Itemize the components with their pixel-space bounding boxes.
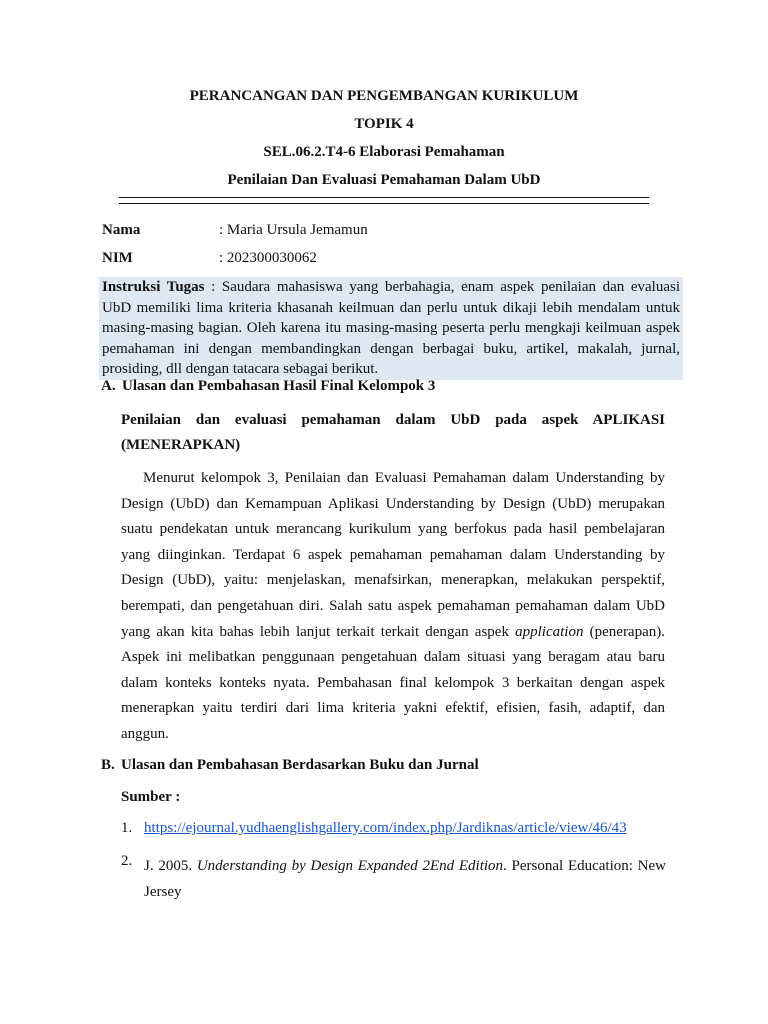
doc-subtitle: Penilaian Dan Evaluasi Pemahaman Dalam UbD [227,172,541,188]
citation-publisher: . Personal Education: New Jersey [144,858,666,900]
header-divider-top [119,197,649,198]
section-a-subheading: Penilaian dan evaluasi pemahaman dalam UbD pada aspek APLIKASI (MENERAPKAN) [121,412,665,453]
doc-title: PERANCANGAN DAN PENGEMBANGAN KURIKULUM [189,88,579,104]
header-divider-bottom [119,203,649,204]
paragraph-text-end: (penerapan). Aspek ini melibatkan penggunaan pengetahuan dalam situasi yang beragam atau baru dalam konteks konteks nyata. Pembahasan final kelompok 3 berkaitan dengan aspek menerapkan yaitu terdiri dari lima kriteria yakni efektif, efisien, fasih, adaptif, dan anggun. [121,623,665,742]
source-1-link[interactable]: https://ejournal.yudhaenglishgallery.com/index.php/Jardiknas/article/view/46/43 [144,820,627,836]
topic-number: TOPIK 4 [354,116,414,132]
section-a-letter: A. [101,378,116,394]
nim-value: : 202300030062 [219,250,317,266]
section-b-letter: B. [101,757,115,773]
nim-label: NIM [102,250,133,266]
task-instruction-label: Instruksi Tugas [102,279,205,295]
paragraph-italic-term: application [515,623,584,640]
paragraph-text-start: Menurut kelompok 3, Penilaian dan Evaluasi Pemahaman dalam Understanding by Design (UbD) dan Kemampuan Aplikasi Understanding by Design (UbD) merupakan suatu pendekatan untuk merancang kurikulum yang berfokus pada hasil pembelajaran yang diinginkan. Terdapat 6 aspek pemahaman pemahaman dalam Understanding by Design (UbD), yaitu: menjelaskan, menafsirkan, menerapkan, melakukan perspektif, berempati, dan pengetahuan diri. Salah satu aspek pemahaman pemahaman dalam UbD yang akan kita bahas lebih lanjut terkait terkait dengan aspek [121,470,665,640]
section-a-title: Ulasan dan Pembahasan Hasil Final Kelompok 3 [122,378,436,394]
source-1-number: 1. [121,820,133,836]
course-code: SEL.06.2.T4-6 Elaborasi Pemahaman [263,144,505,160]
source-2-citation [144,853,666,905]
name-label: Nama [102,222,141,238]
task-instruction-text: : Saudara mahasiswa yang berbahagia, enam aspek penilaian dan evaluasi UbD memiliki lima kriteria khasanah keilmuan dan perlu untuk dikaji lebih mendalam untuk masing-masing bagian. Oleh karena itu masing-masing peserta perlu mengkaji keilmuan aspek pemahaman ini dengan membandingkan dengan berbagai buku, artikel, makalah, jurnal, prosiding, dll dengan tatacara sebagai berikut. [102,279,680,377]
citation-author-year: J. 2005. [144,858,197,874]
sources-label: Sumber : [121,789,181,805]
citation-book-title: Understanding by Design Expanded 2End Edition [196,858,504,874]
section-a-paragraph [121,466,665,748]
task-instruction-box [99,277,683,380]
source-2-number: 2. [121,853,133,869]
section-b-title: Ulasan dan Pembahasan Berdasarkan Buku dan Jurnal [121,757,479,773]
name-value: : Maria Ursula Jemamun [219,222,368,238]
